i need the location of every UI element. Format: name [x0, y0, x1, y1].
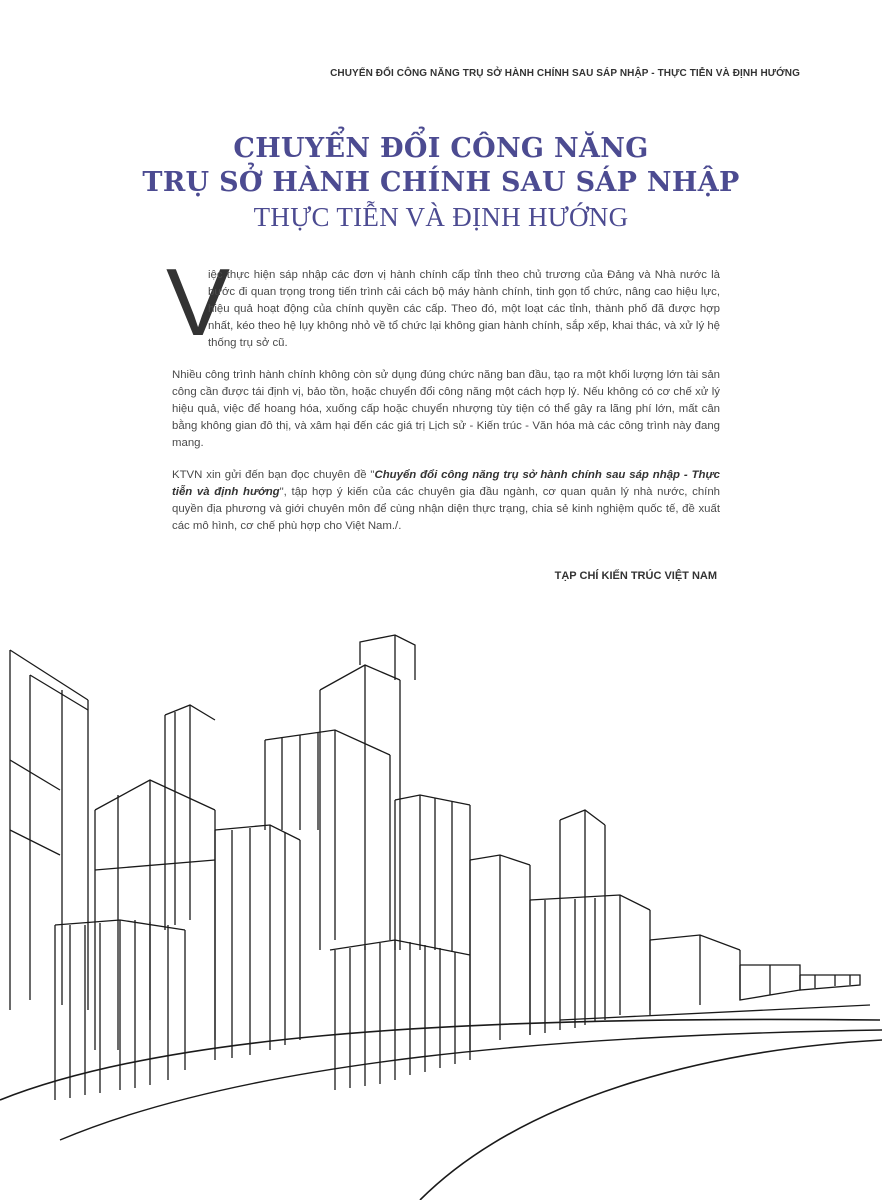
drop-cap: V — [166, 249, 231, 356]
title-line-2: TRỤ SỞ HÀNH CHÍNH SAU SÁP NHẬP — [142, 167, 740, 198]
title-line-1: CHUYỂN ĐỔI CÔNG NĂNG — [233, 133, 649, 164]
body-paragraph-2: Nhiều công trình hành chính không còn sử dụng đúng chức năng ban đầu, tạo ra một khối lượng lớn tài sản công cần được tái định vị, bảo tồn, hoặc chuyển đổi công năng một cách hợp lý. Nếu không có cơ chế xử lý hiệu quả, việc để hoang hóa, xuống cấp hoặc chuyển nhượng tùy tiện có thể gây ra lãng phí lớn, mất cân bằng không gian đô thị, và xâm hại đến các giá trị Lịch sử - Kiến trúc - Văn hóa mà các công trình này đang mang. — [172, 369, 720, 449]
running-header: CHUYỂN ĐỔI CÔNG NĂNG TRỤ SỞ HÀNH CHÍNH SAU SÁP NHẬP - THỰC TIỄN VÀ ĐỊNH HƯỚNG — [330, 68, 800, 79]
intro-paragraph: iệc thực hiện sáp nhập các đơn vị hành chính cấp tỉnh theo chủ trương của Đảng và Nhà nước là bước đi quan trọng trong tiến trình cải cách bộ máy hành chính, tinh gọn tổ chức, nâng cao hiệu lực, hiệu quả hoạt động của chính quyền các cấp. Theo đó, một loạt các tỉnh, thành phố đã được hợp nhất, kéo theo hệ lụy không nhỏ về tổ chức lại không gian hành chính, sắp xếp, khai thác, và xử lý hệ thống trụ sở cũ. — [208, 269, 720, 349]
city-skyline-sketch-icon — [0, 620, 882, 1200]
byline: TẠP CHÍ KIẾN TRÚC VIỆT NAM — [554, 570, 717, 582]
body-paragraph-3 — [172, 467, 720, 535]
para3-text-before: KTVN xin gửi đến bạn đọc chuyên đề " — [172, 469, 375, 481]
title-line-3: THỰC TIỄN VÀ ĐỊNH HƯỚNG — [253, 202, 629, 232]
para3-text-after: ", tập hợp ý kiến của các chuyên gia đầu ngành, cơ quan quản lý nhà nước, chính quyền địa phương và giới chuyên môn để cùng nhận diện thực trạng, chia sẻ kinh nghiệm quốc tế, đề xuất các mô hình, cơ chế phù hợp cho Việt Nam./. — [172, 486, 720, 532]
article-title — [0, 132, 882, 234]
para3-feature-title: Chuyển đổi công năng trụ sở hành chính sau sáp nhập - Thực tiễn và định hướng — [172, 469, 720, 498]
